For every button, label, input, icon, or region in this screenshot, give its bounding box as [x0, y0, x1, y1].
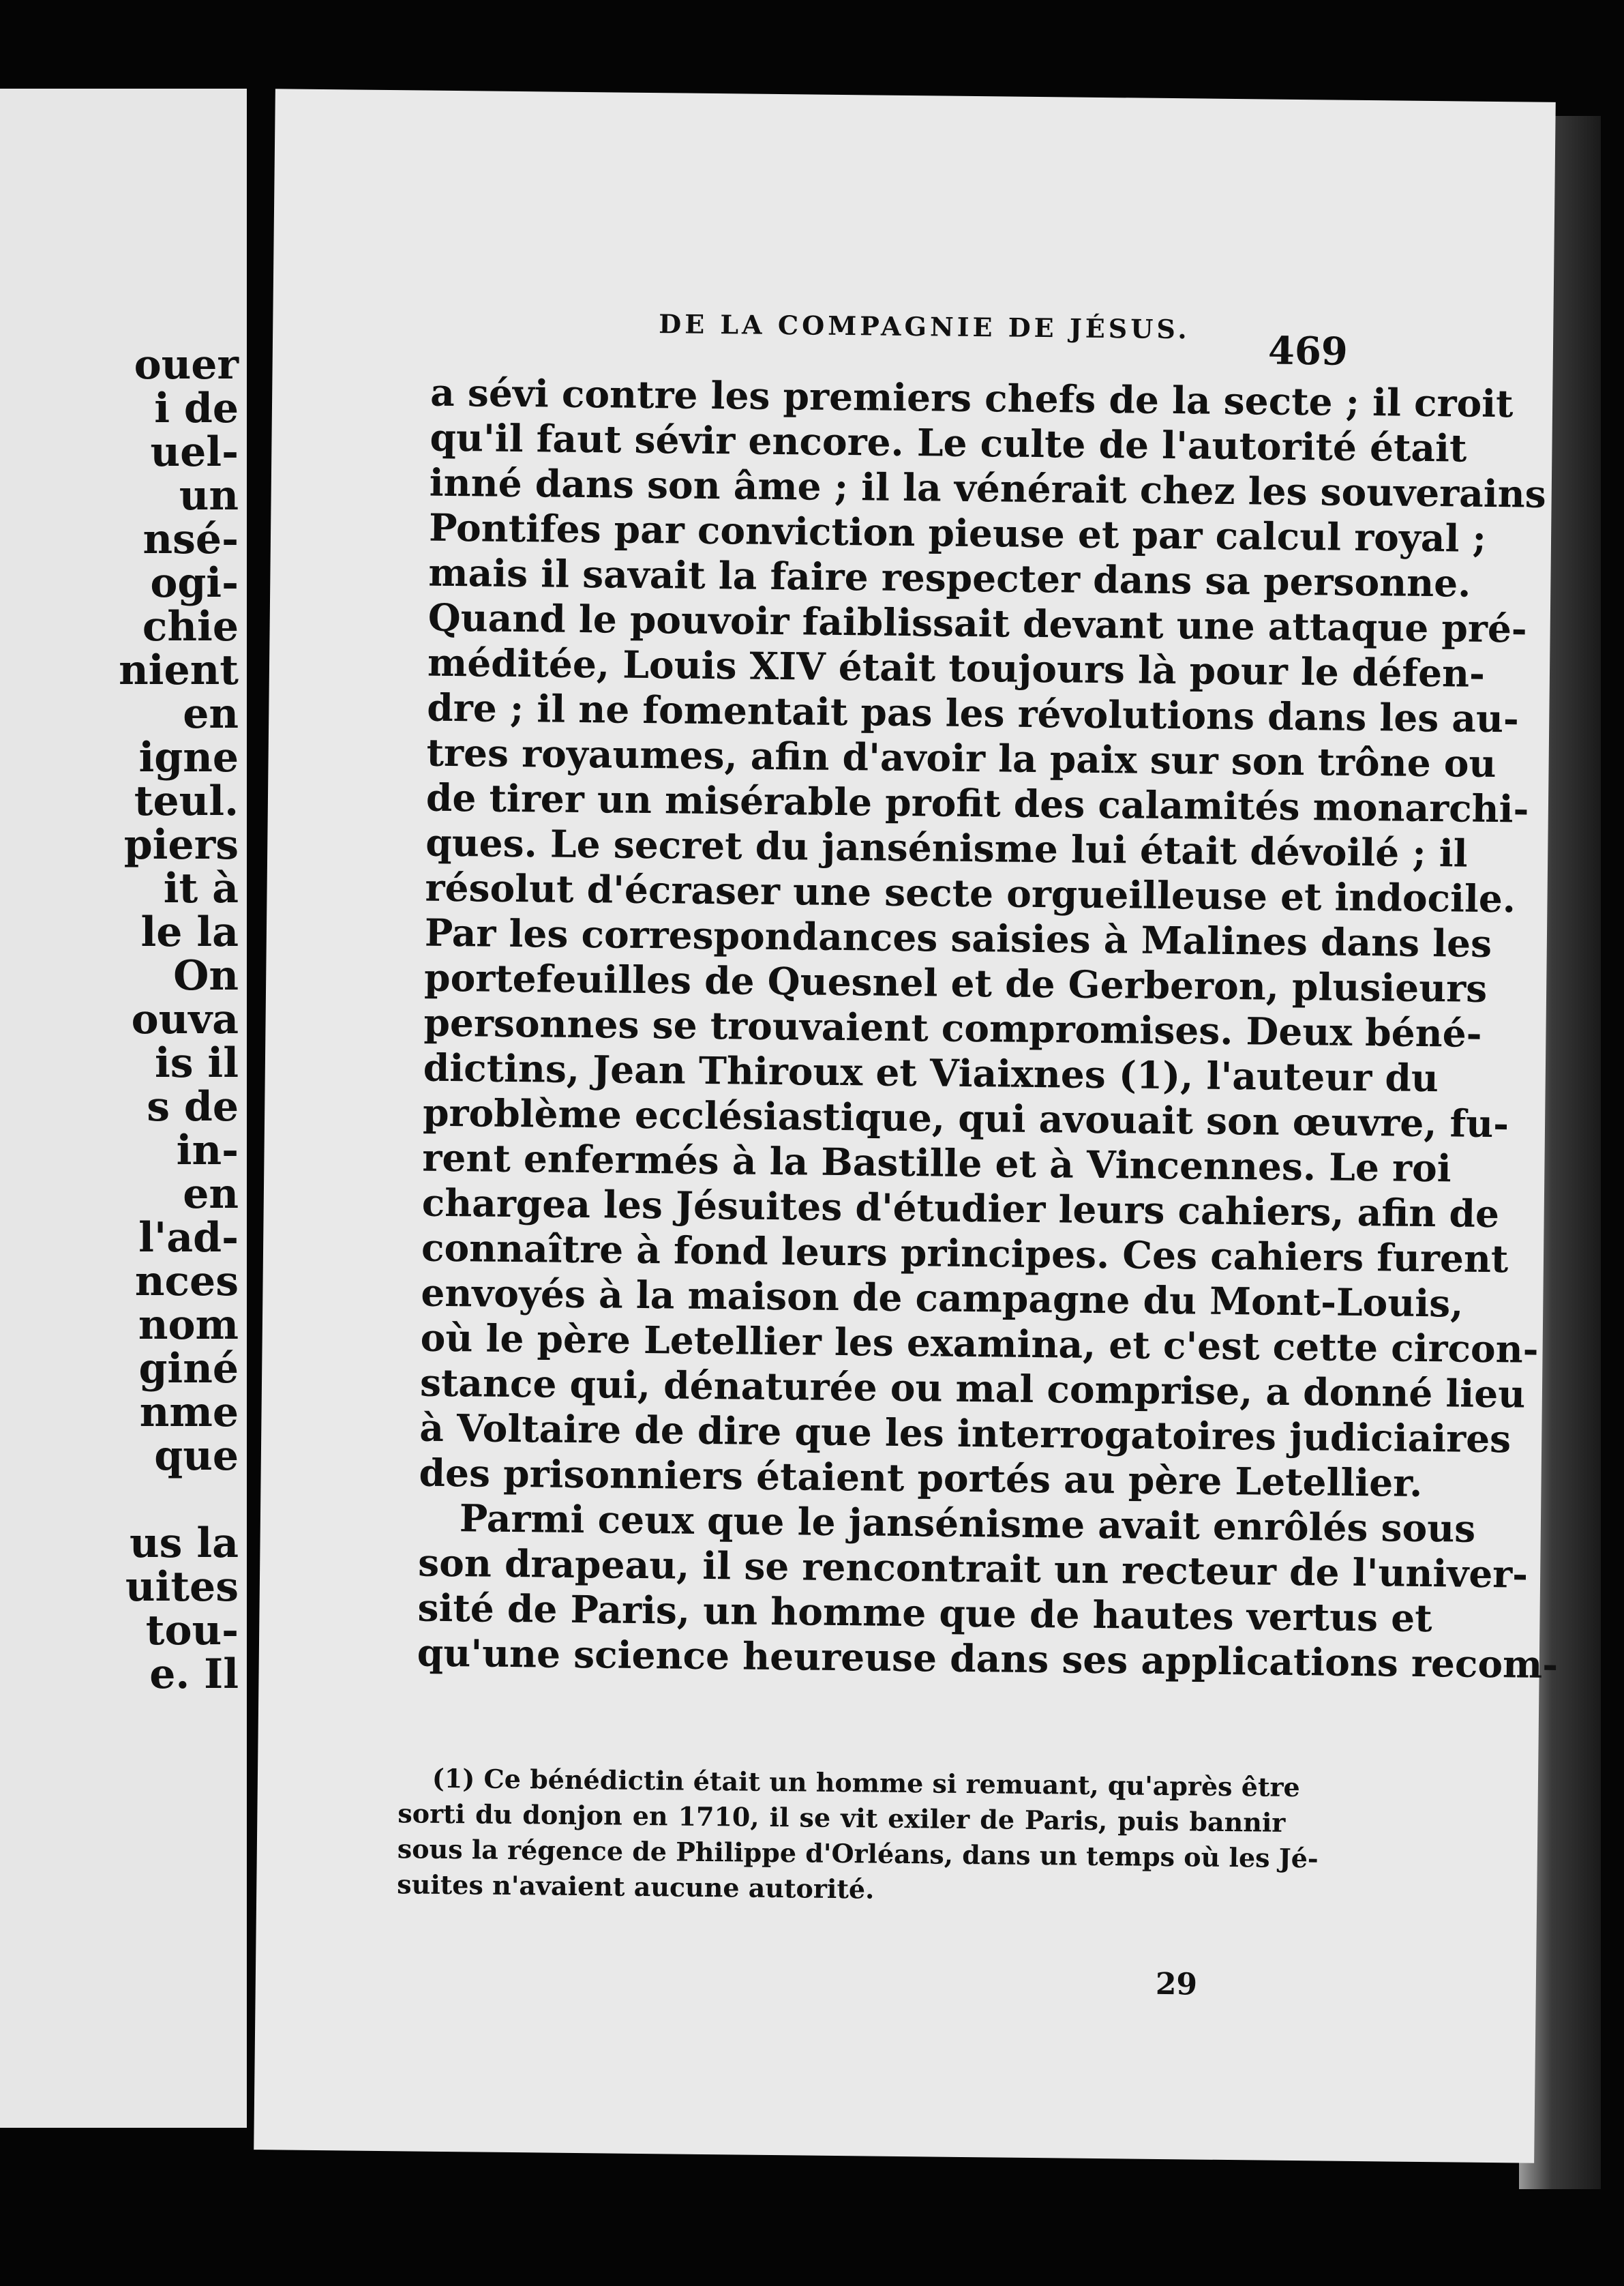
- left-page-fragment: nom: [138, 1301, 239, 1349]
- body-line: Par les correspondances saisies à Malines dans les: [424, 910, 1492, 966]
- body-line: Parmi ceux que le jansénisme avait enrôlés sous: [459, 1496, 1476, 1551]
- running-head: DE LA COMPAGNIE DE JÉSUS.: [659, 308, 1190, 345]
- body-line: dictins, Jean Thiroux et Viaixnes (1), l'auteur du: [423, 1045, 1439, 1101]
- left-page-fragment: nces: [134, 1258, 239, 1305]
- left-page-fragment: le la: [140, 908, 239, 956]
- body-line: connaître à fond leurs principes. Ces cahiers furent: [421, 1225, 1509, 1281]
- footnote-line: sous la régence de Philippe d'Orléans, dans un temps où les Jé-: [397, 1833, 1319, 1874]
- left-page-fragment: nient: [119, 647, 239, 694]
- left-page-fragment: en: [183, 690, 239, 738]
- left-page-fragment: nme: [139, 1389, 239, 1436]
- footnote-line: (1) Ce bénédictin était un homme si remuant, qu'après être: [432, 1762, 1300, 1803]
- left-page-fragment: uites: [125, 1563, 239, 1611]
- body-line: portefeuilles de Quesnel et de Gerberon, plusieurs: [423, 955, 1488, 1011]
- left-page-fragment: in-: [176, 1127, 239, 1174]
- left-page-fragment: giné: [138, 1345, 239, 1393]
- left-page-fragment: que: [154, 1432, 239, 1480]
- body-line: inné dans son âme ; il la vénérait chez les souverains: [429, 460, 1547, 516]
- left-page-fragment: it à: [163, 865, 239, 912]
- body-line: qu'il faut sévir encore. Le culte de l'autorité était: [430, 415, 1467, 471]
- left-page-fragment: un: [179, 472, 239, 520]
- body-line: stance qui, dénaturée ou mal comprise, a donné lieu: [419, 1360, 1526, 1416]
- body-line: chargea les Jésuites d'étudier leurs cahiers, afin de: [421, 1180, 1500, 1236]
- left-page-fragment: igne: [138, 734, 239, 782]
- left-page-fragment: uel-: [150, 428, 239, 476]
- body-line: personnes se trouvaient compromises. Deux béné-: [423, 1000, 1482, 1056]
- body-line: sité de Paris, un homme que de hautes vertus et: [417, 1585, 1432, 1641]
- body-line: des prisonniers étaient portés au père Letellier.: [419, 1450, 1423, 1505]
- left-page-fragment: tou-: [145, 1607, 239, 1654]
- body-line: Quand le pouvoir faiblissait devant une attaque pré-: [427, 595, 1528, 651]
- body-line: qu'une science heureuse dans ses applications recom-: [417, 1630, 1559, 1687]
- body-line: a sévi contre les premiers chefs de la secte ; il croit: [430, 370, 1514, 426]
- left-page-fragment: ouer: [134, 341, 239, 389]
- body-line: dre ; il ne fomentait pas les révolutions dans les au-: [427, 685, 1520, 741]
- left-page-fragment: us la: [130, 1519, 239, 1567]
- left-page-fragment: teul.: [134, 777, 239, 825]
- left-page-fragment: en: [183, 1170, 239, 1218]
- left-page-fragment: On: [173, 952, 239, 1000]
- left-page-fragment: l'ad-: [138, 1214, 239, 1262]
- facing-page-left: [0, 89, 247, 2128]
- page-number: 469: [1267, 328, 1349, 374]
- left-page-fragment: s de: [147, 1083, 239, 1131]
- left-page-fragment: ogi-: [150, 559, 239, 607]
- body-line: à Voltaire de dire que les interrogatoires judiciaires: [419, 1405, 1512, 1461]
- body-line: envoyés à la maison de campagne du Mont-Louis,: [421, 1270, 1464, 1326]
- body-line: tres royaumes, afin d'avoir la paix sur son trône ou: [426, 730, 1497, 786]
- body-line: méditée, Louis XIV était toujours là pour le défen-: [427, 640, 1486, 696]
- left-page-fragment: piers: [123, 821, 239, 869]
- left-page-fragment: e. Il: [149, 1650, 239, 1698]
- body-line: résolut d'écraser une secte orgueilleuse et indocile.: [425, 865, 1516, 921]
- footnote-line: suites n'avaient aucune autorité.: [397, 1869, 875, 1905]
- signature-mark: 29: [1155, 1966, 1198, 2002]
- left-page-fragment: chie: [142, 603, 239, 651]
- body-line: son drapeau, il se rencontrait un recteur de l'univer-: [417, 1540, 1529, 1597]
- body-line: Pontifes par conviction pieuse et par calcul royal ;: [428, 505, 1487, 561]
- body-line: mais il savait la faire respecter dans sa personne.: [428, 550, 1471, 606]
- book-page: [254, 89, 1559, 2163]
- left-page-fragment: nsé-: [142, 516, 239, 563]
- left-page-fragment: i de: [154, 385, 239, 432]
- left-page-fragment: ouva: [131, 996, 239, 1043]
- body-line: rent enfermés à la Bastille et à Vincennes. Le roi: [422, 1135, 1452, 1191]
- footnote-line: sorti du donjon en 1710, il se vit exiler de Paris, puis bannir: [397, 1798, 1286, 1838]
- body-line: ques. Le secret du jansénisme lui était dévoilé ; il: [425, 820, 1468, 876]
- body-line: problème ecclésiastique, qui avouait son œuvre, fu-: [422, 1090, 1509, 1146]
- body-line: où le père Letellier les examina, et c'est cette circon-: [420, 1315, 1539, 1371]
- left-page-fragment: is il: [154, 1039, 239, 1087]
- body-line: de tirer un misérable profit des calamités monarchi-: [425, 775, 1529, 831]
